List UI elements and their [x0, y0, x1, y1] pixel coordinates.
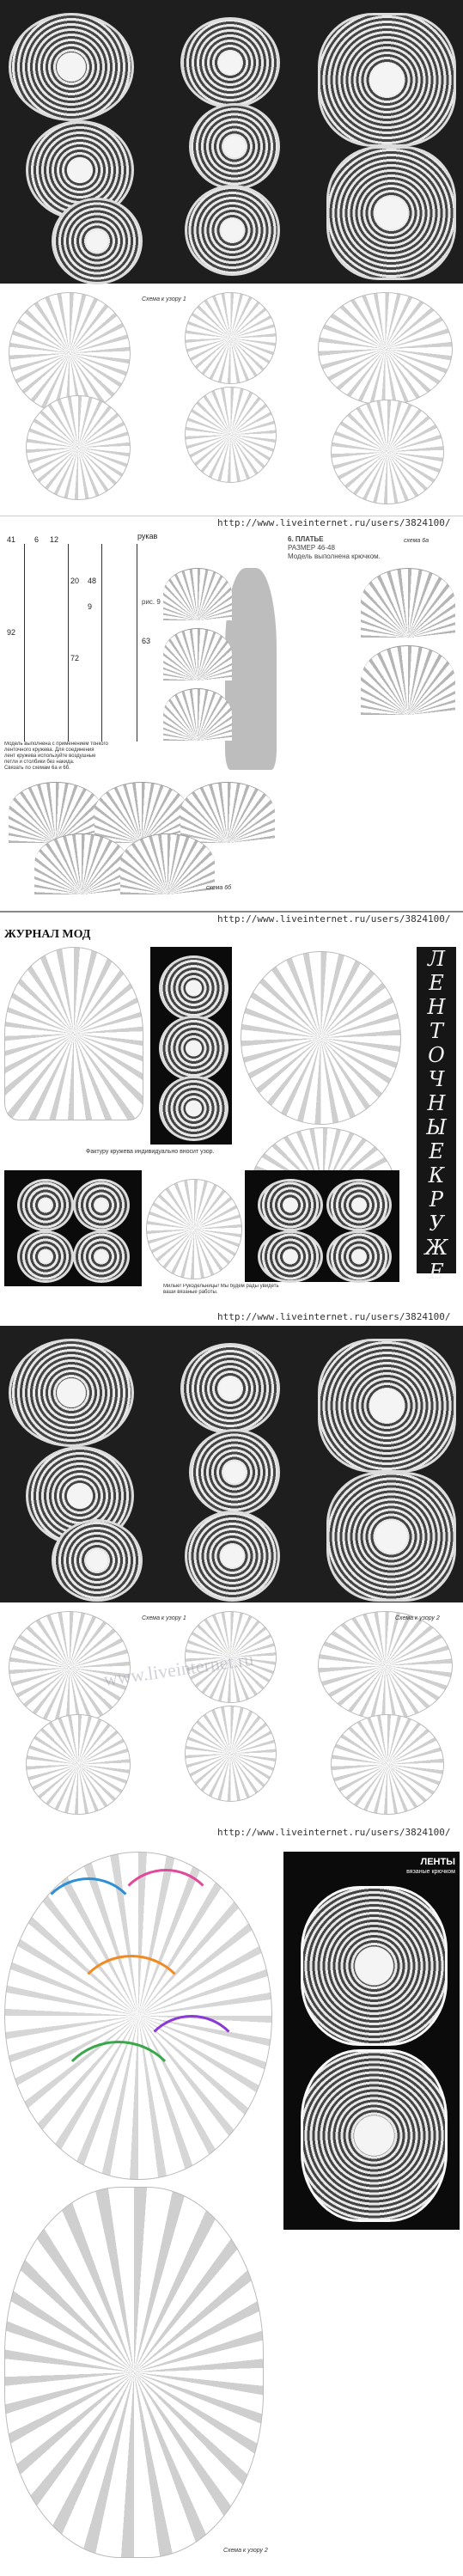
- fan-diagram: [361, 645, 455, 715]
- lace-motif: [9, 13, 134, 121]
- lace-motif: [73, 1230, 130, 1283]
- crochet-diagram: [26, 1714, 131, 1815]
- lace-photo-2: [0, 1326, 463, 1602]
- fan-diagram: [34, 833, 129, 894]
- caption-text: Милые! Рукодельницы! Мы будем рады увидеть ваши вязаные работы.: [163, 1284, 279, 1295]
- crochet-diagram: [185, 292, 277, 384]
- crochet-diagram: [4, 947, 143, 1120]
- caption-text: Фактуру кружева индивидуально вносит узор.: [86, 1149, 215, 1155]
- colored-arc: [137, 2015, 246, 2123]
- scheme-label: Схема к узору 2: [395, 1615, 440, 1621]
- sleeve-label: рукав: [137, 532, 158, 540]
- lace-motif: [52, 198, 143, 284]
- scheme-label: Схема к узору 1: [142, 1615, 186, 1621]
- lace-motif: [326, 1472, 456, 1602]
- scheme-label: Схема к узору 2: [223, 2548, 268, 2554]
- crochet-diagram: [185, 1706, 277, 1802]
- source-url[interactable]: http://www.liveinternet.ru/users/3824100/: [215, 913, 454, 925]
- lace-motif: [52, 1519, 143, 1602]
- crochet-diagram: [318, 292, 453, 406]
- fan-diagram: [163, 628, 232, 681]
- lace-motif: [180, 17, 280, 108]
- lace-motif: [159, 1016, 228, 1081]
- scheme-label: Схема к узору 1: [142, 296, 186, 302]
- lace-motif: [159, 1076, 228, 1141]
- lace-motif: [326, 146, 456, 280]
- pattern-description: Модель выполнена с применением тонкого ленточного кружева. Для соединения лент кружева используйте воздушные петли и столбики без накида. Связать по схемам 6а и 6б.: [4, 742, 108, 771]
- crochet-diagram: [331, 400, 444, 504]
- panel-fan-diagrams: [0, 773, 463, 902]
- source-url[interactable]: http://www.liveinternet.ru/users/3824100/: [215, 1310, 454, 1323]
- lenty-title: ЛЕНТЫ вязаные крючком: [406, 1857, 455, 1875]
- panel-magazine-lace: [0, 911, 463, 1308]
- lace-motif: [318, 13, 456, 147]
- lace-photo: [150, 947, 232, 1145]
- figure-label: рис. 9: [142, 598, 161, 606]
- crochet-diagram: [146, 1179, 242, 1279]
- dim-label: 41: [7, 535, 16, 544]
- dim-label: 92: [7, 628, 16, 637]
- dim-label: 63: [142, 637, 151, 645]
- dim-label: 6: [34, 535, 40, 544]
- colored-legend-text: [4, 1989, 73, 2092]
- lace-motif: [17, 1230, 74, 1283]
- lace-motif: [73, 1179, 130, 1231]
- scheme-label: схема 6б: [206, 885, 232, 891]
- panel-lace-motifs-1: [0, 0, 463, 511]
- lace-photo-1: [0, 0, 463, 284]
- dress-title: 6. ПЛАТЬЕ: [288, 535, 324, 543]
- lace-motif: [258, 1230, 323, 1283]
- crochet-diagram: [331, 1714, 444, 1815]
- dim-label: 9: [88, 602, 93, 611]
- dress-size: РАЗМЕР 46-48: [288, 544, 335, 552]
- panel-lace-motifs-2: [0, 1310, 463, 1822]
- lace-motif: [180, 1343, 280, 1434]
- dim-label: 72: [70, 654, 80, 662]
- dim-label: 20: [70, 577, 80, 585]
- watermark: www.liveinternet.ru: [102, 1647, 255, 1691]
- lace-motif: [189, 103, 280, 190]
- scheme-label: схема 6а: [404, 538, 429, 544]
- fan-diagram: [120, 833, 215, 894]
- vertical-title: Л Е Н Т О Ч Н Ы Е К Р У Ж Е: [417, 947, 456, 1273]
- lace-motif: [326, 1230, 392, 1283]
- dress-pattern-drawing: [24, 544, 69, 742]
- panel-lenty: [0, 1826, 463, 2576]
- crochet-diagram: [318, 1611, 453, 1720]
- lace-motif: [185, 185, 280, 276]
- magazine-logo: ЖУРНАЛ МОД: [4, 928, 91, 941]
- lace-motif: [318, 1339, 456, 1473]
- lace-motif: [326, 1179, 392, 1231]
- dim-label: 48: [88, 577, 97, 585]
- lace-photo: [245, 1170, 399, 1282]
- fan-diagram: [180, 782, 275, 843]
- dress-subtitle: Модель выполнена крючком.: [288, 552, 381, 560]
- lenty-block: [283, 1852, 460, 2230]
- lace-motif: [301, 1886, 448, 2046]
- fan-diagram: [163, 568, 232, 620]
- lace-photo: [4, 1170, 142, 1286]
- lace-motif: [189, 1429, 280, 1516]
- panel-dress-pattern: [0, 516, 463, 774]
- lace-motif: [258, 1179, 323, 1231]
- source-url[interactable]: http://www.liveinternet.ru/users/3824100/: [215, 516, 454, 529]
- lace-motif: [301, 2049, 448, 2222]
- lace-motif: [9, 1339, 134, 1447]
- fan-diagram: [163, 688, 232, 741]
- crochet-diagram: [185, 387, 277, 483]
- crochet-diagram: [4, 2187, 264, 2558]
- fan-diagram: [361, 568, 455, 638]
- model-photo: [225, 568, 277, 770]
- crochet-diagram: [26, 395, 131, 500]
- crochet-diagram: [241, 951, 401, 1125]
- lace-motif: [17, 1179, 74, 1231]
- lace-motif: [185, 1511, 280, 1602]
- dim-label: 12: [50, 535, 59, 544]
- source-url[interactable]: http://www.liveinternet.ru/users/3824100/: [215, 1826, 454, 1839]
- lace-motif: [159, 955, 228, 1021]
- sleeve-pattern-drawing: [101, 544, 137, 742]
